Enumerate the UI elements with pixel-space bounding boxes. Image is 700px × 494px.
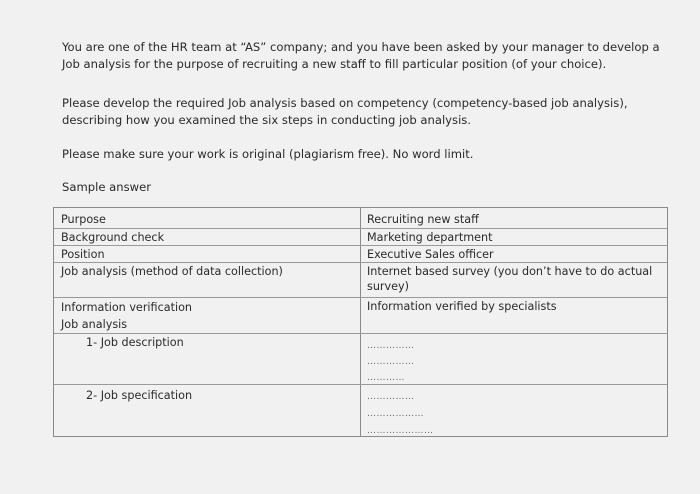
sample-answer-table xyxy=(53,207,668,437)
intro-paragraph-3: Please make sure your work is original (plagiarism free). No word limit. xyxy=(62,147,474,161)
table-cell-label: Position xyxy=(61,248,105,261)
placeholder-dots: …………… xyxy=(367,392,415,402)
table-cell-label: Information verification xyxy=(61,301,193,314)
placeholder-dots: ………………… xyxy=(367,426,434,436)
table-cell-value: Recruiting new staff xyxy=(367,213,479,226)
table-cell-value: Marketing department xyxy=(367,231,493,244)
placeholder-dots: …………… xyxy=(367,357,415,367)
table-cell-value: Executive Sales officer xyxy=(367,248,494,261)
placeholder-dots: …………… xyxy=(367,341,415,351)
row-divider xyxy=(54,333,667,334)
row-divider xyxy=(54,384,667,385)
placeholder-dots: ……………… xyxy=(367,409,424,419)
row-divider xyxy=(54,245,667,246)
row-divider xyxy=(54,228,667,229)
row-divider xyxy=(54,297,667,298)
job-specification-label: 2- Job specification xyxy=(86,389,193,402)
column-divider xyxy=(360,208,361,436)
intro-paragraph-2: Please develop the required Job analysis based on competency (competency-based job analysis), describing how you examined the six steps in conducting job analysis. xyxy=(62,96,628,127)
job-description-label: 1- Job description xyxy=(86,336,184,349)
sample-answer-label: Sample answer xyxy=(62,180,152,194)
table-cell-label: Background check xyxy=(61,231,165,244)
table-cell-label: Job analysis xyxy=(61,318,128,331)
row-divider xyxy=(54,262,667,263)
table-cell-value: Information verified by specialists xyxy=(367,300,557,313)
intro-paragraph-1: You are one of the HR team at “AS” company; and you have been asked by your manager to develop a Job analysis for the purpose of recruiting a new staff to fill particular position (of your choice). xyxy=(62,40,660,71)
table-cell-label: Job analysis (method of data collection) xyxy=(61,265,283,278)
placeholder-dots: ………… xyxy=(367,373,405,383)
table-cell-value: Internet based survey (you don’t have to do actual survey) xyxy=(367,265,653,293)
table-cell-label: Purpose xyxy=(61,213,106,226)
